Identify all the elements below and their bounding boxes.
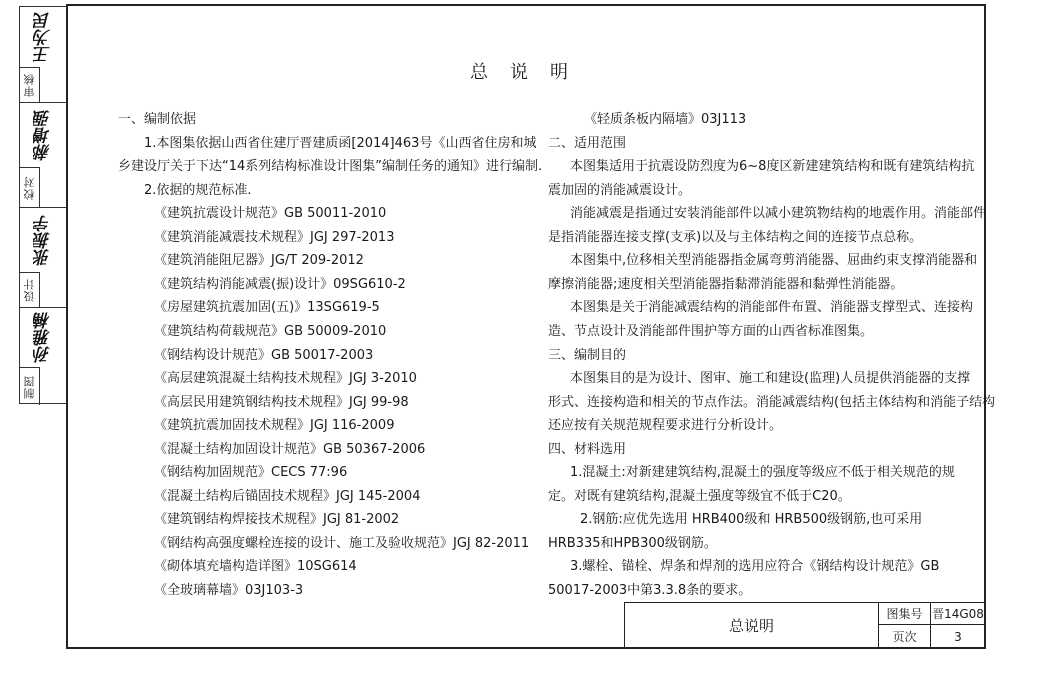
role-label-text: 校对	[22, 175, 36, 200]
left-line: 《建筑结构荷载规范》GB 50009-2010	[154, 323, 387, 339]
right-line: 本图集是关于消能减震结构的消能部件布置、消能器支撑型式、连接构	[570, 300, 974, 316]
atlas-number-value: 晋14G08	[931, 603, 985, 625]
title-block	[624, 602, 986, 649]
signature-strip	[19, 6, 67, 404]
left-line: 《钢结构加固规范》CECS 77:96	[154, 465, 348, 481]
right-line: 摩擦消能器;速度相关型消能器指黏滞消能器和黏弹性消能器。	[548, 276, 904, 292]
role-label-text: 制图	[22, 374, 36, 399]
right-line: 还应按有关规范规程要求进行分析设计。	[548, 418, 783, 434]
left-line: 《高层建筑混凝土结构技术规程》JGJ 3-2010	[154, 371, 417, 387]
left-line: 《钢结构高强度螺栓连接的设计、施工及验收规范》JGJ 82-2011	[154, 535, 530, 551]
left-line: 一、编制依据	[118, 112, 197, 127]
left-line: 《建筑消能阻尼器》JG/T 209-2012	[154, 253, 364, 269]
left-line: 《房屋建筑抗震加固(五)》13SG619-5	[154, 300, 380, 316]
role-label	[20, 367, 40, 405]
left-line: 《钢结构设计规范》GB 50017-2003	[154, 347, 374, 363]
left-line: 《高层民用建筑钢结构技术规程》JGJ 99-98	[154, 394, 409, 410]
page-title: 总说明	[470, 62, 590, 83]
right-line: 《轻质条板内隔墙》03J113	[584, 112, 747, 127]
signature	[20, 102, 67, 167]
right-line: 1.混凝土:对新建建筑结构,混凝土的强度等级应不低于相关规范的规	[570, 465, 955, 481]
left-line: 乡建设厅关于下达“14系列结构标准设计图集”编制任务的通知》进行编制.	[118, 159, 543, 175]
right-line: 三、编制目的	[548, 347, 627, 363]
left-line: 《全玻璃幕墙》03J103-3	[154, 583, 304, 598]
left-line: 1.本图集依据山西省住建厅晋建质函[2014]463号《山西省住房和城	[144, 135, 537, 151]
signature	[20, 7, 67, 67]
right-line: 3.螺栓、锚栓、焊条和焊剂的选用应符合《钢结构设计规范》GB	[570, 559, 940, 575]
signature	[20, 207, 67, 272]
signature-text: 王为民	[34, 11, 54, 63]
right-line: HRB335和HPB300级钢筋。	[548, 535, 717, 551]
right-line: 本图集适用于抗震设防烈度为6~8度区新建建筑结构和既有建筑结构抗	[570, 159, 975, 175]
right-line: 形式、连接构造和相关的节点作法。消能减震结构(包括主体结构和消能子结构	[548, 394, 996, 410]
right-line: 本图集中,位移相关型消能器指金属弯剪消能器、屈曲约束支撑消能器和	[570, 253, 978, 269]
right-line: 50017-2003中第3.3.8条的要求。	[548, 583, 752, 598]
right-line: 震加固的消能减震设计。	[548, 182, 692, 198]
right-line: 二、适用范围	[548, 135, 627, 151]
right-line: 2.钢筋:应优先选用 HRB400级和 HRB500级钢筋,也可采用	[580, 512, 923, 528]
role-label	[20, 67, 40, 102]
title-block-name: 总说明	[625, 603, 879, 648]
left-line: 《建筑抗震加固技术规程》JGJ 116-2009	[154, 418, 395, 434]
right-line: 造、节点设计及消能部件围护等方面的山西省标准图集。	[548, 323, 874, 339]
left-line: 《建筑钢结构焊接技术规程》JGJ 81-2002	[154, 512, 400, 528]
role-label	[20, 167, 40, 207]
signature-text: 郝增强	[34, 109, 54, 161]
signature-text: 孙雅楠	[34, 312, 54, 363]
right-line: 是指消能器连接支撑(支承)以及与主体结构之间的连接节点总称。	[548, 229, 923, 245]
left-line: 《建筑结构消能减震(振)设计》09SG610-2	[154, 276, 406, 292]
left-line: 《建筑消能减震技术规程》JGJ 297-2013	[154, 229, 395, 245]
left-line: 《混凝土结构加固设计规范》GB 50367-2006	[154, 441, 426, 457]
role-label-text: 设计	[22, 278, 36, 302]
right-line: 本图集目的是为设计、图审、施工和建设(监理)人员提供消能器的支撑	[570, 371, 971, 387]
right-line: 消能减震是指通过安装消能部件以减小建筑物结构的地震作用。消能部件	[570, 206, 987, 222]
page-number-label: 页次	[879, 625, 931, 648]
right-line: 定。对既有建筑结构,混凝土强度等级宜不低于C20。	[548, 488, 851, 504]
signature	[20, 307, 67, 367]
left-line: 2.依据的规范标准.	[144, 182, 252, 198]
right-line: 四、材料选用	[548, 441, 627, 457]
signature-text: 张振宇	[34, 214, 54, 266]
left-line: 《混凝土结构后锚固技术规程》JGJ 145-2004	[154, 488, 421, 504]
atlas-number-label: 图集号	[879, 603, 931, 625]
left-line: 《砌体填充墙构造详图》10SG614	[154, 559, 357, 575]
role-label	[20, 272, 40, 307]
page-number-value: 3	[954, 629, 962, 644]
left-line: 《建筑抗震设计规范》GB 50011-2010	[154, 206, 387, 222]
role-label-text: 审核	[22, 73, 36, 97]
